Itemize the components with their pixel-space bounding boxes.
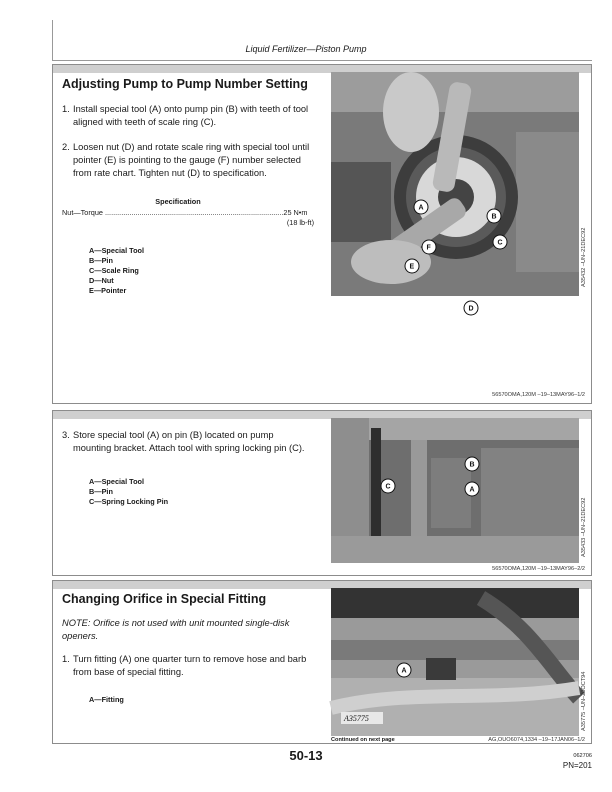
svg-text:B: B (491, 213, 497, 221)
svg-text:F: F (426, 244, 431, 252)
photo3-callouts (397, 663, 411, 677)
svg-text:D: D (468, 305, 474, 313)
svg-text:A: A (469, 486, 475, 494)
spec-torque-alt: (18 lb-ft) (286, 218, 314, 227)
svg-text:E: E (409, 263, 415, 271)
photo-pump-mounting-bracket (331, 418, 579, 563)
legend: A—Fitting (89, 695, 124, 704)
step-1: 1. Turn fitting (A) one quarter turn to remove hose and barb from base of special fitting. (62, 654, 307, 677)
step-3: 3. Store special tool (A) on pin (B) located on pump mounting bracket. Attach tool with spring locking pin (C). (62, 430, 305, 453)
legend: A—Special Tool B—Pin C—Spring Locking Pin (89, 477, 169, 506)
doc-reference: AG,OUO6074,1334 –19–17JAN06–1/2 (488, 737, 585, 743)
footer-code: 062706 (573, 753, 592, 759)
step-2: 2. Loosen nut (D) and rotate scale ring with special tool until pointer (E) is pointing to the gauge (F) number selected from rate chart. Tighten nut (D) to specification. (62, 142, 310, 178)
svg-text:A: A (418, 204, 424, 212)
footer-pn: PN=201 (562, 761, 592, 770)
header-rule-horizontal (52, 60, 592, 61)
spec-heading: Specification (155, 197, 201, 206)
image-id: A35775 –UN–20OCT94 (581, 671, 587, 731)
header-rule-vertical (52, 20, 53, 60)
page-number: 50-13 (289, 748, 323, 763)
svg-text:C: C (385, 483, 391, 491)
svg-text:C: C (497, 239, 503, 247)
section-store-tool (52, 410, 592, 576)
step-1: 1. Install special tool (A) onto pump pin (B) with teeth of tool aligned with teeth of scale ring (C). (62, 104, 309, 127)
photo-label: A35775 (344, 714, 369, 723)
svg-text:A: A (401, 667, 407, 675)
section-adjusting-pump (52, 64, 592, 404)
doc-reference: 56570OMA,120M –19–13MAY96–2/2 (492, 566, 585, 572)
photo-special-fitting (331, 588, 579, 736)
spec-torque: Nut—Torque ........................................................................................25 N•m (62, 208, 308, 217)
continued-note: Continued on next page (331, 737, 395, 743)
image-id: A35433 –UN–21DEC92 (581, 497, 587, 557)
running-header: Liquid Fertilizer—Piston Pump (245, 44, 367, 54)
svg-text:B: B (469, 461, 475, 469)
photo-pump-scale-ring (331, 72, 579, 313)
note: NOTE: Orifice is not used with unit mounted single-disk openers. (62, 618, 290, 641)
section-changing-orifice (52, 580, 592, 744)
section-title: Changing Orifice in Special Fitting (62, 592, 267, 606)
legend: A—Special Tool B—Pin C—Scale Ring D—Nut E—Pointer (89, 246, 145, 295)
image-id: A35432 –UN–21DEC92 (581, 227, 587, 287)
section-title: Adjusting Pump to Pump Number Setting (62, 77, 308, 91)
doc-reference: 56570OMA,120M –19–13MAY96–1/2 (492, 392, 585, 398)
